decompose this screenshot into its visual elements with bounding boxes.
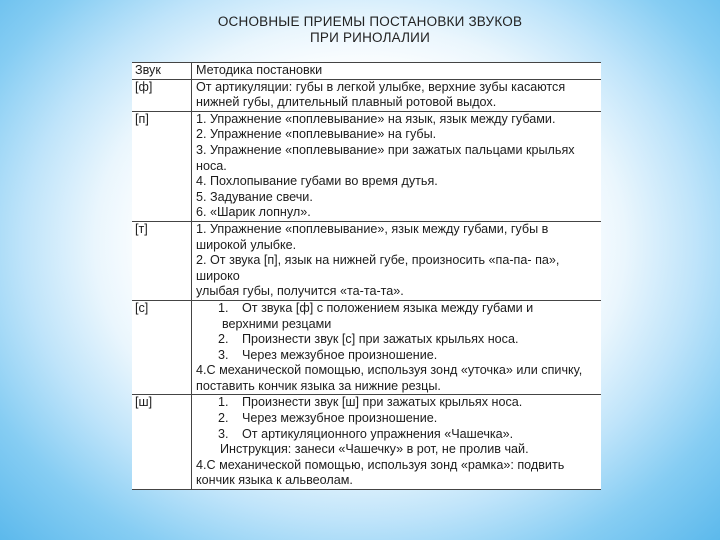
method-cell bbox=[192, 395, 602, 490]
table-row-t bbox=[132, 221, 601, 300]
table-row-f bbox=[132, 79, 601, 111]
numbered-item: 1. От звука [ф] с положением языка между губами и bbox=[218, 300, 534, 315]
method-line: нижней губы, длительный плавный ротовой выдох. bbox=[196, 95, 497, 110]
method-line: 2. От звука [п], язык на нижней губе, произносить «па-па- па», bbox=[196, 253, 560, 268]
method-line: 6. «Шарик лопнул». bbox=[196, 205, 311, 220]
method-line: 4.С механической помощью, используя зонд «уточка» или спичку, bbox=[196, 363, 583, 378]
sound-cell: [ш] bbox=[132, 395, 192, 490]
methods-table bbox=[132, 62, 601, 490]
method-line: 2. Упражнение «поплевывание» на губы. bbox=[196, 127, 437, 142]
method-line: улыбая губы, получится «та-та-та». bbox=[196, 284, 404, 299]
method-line: широко bbox=[196, 268, 240, 283]
table-row-s bbox=[132, 300, 601, 395]
table-row-sh bbox=[132, 395, 601, 490]
numbered-item: 3. От артикуляционного упражнения «Чашечка». bbox=[218, 426, 514, 441]
sound-cell: [с] bbox=[132, 300, 192, 395]
method-line: кончик языка к альвеолам. bbox=[196, 473, 353, 488]
title-line-2: ПРИ РИНОЛАЛИИ bbox=[310, 30, 430, 45]
method-line: поставить кончик языка за нижние резцы. bbox=[196, 378, 441, 393]
method-line: широкой улыбке. bbox=[196, 237, 297, 252]
method-line: 5. Задувание свечи. bbox=[196, 189, 313, 204]
numbered-item: 3. Через межзубное произношение. bbox=[218, 347, 438, 362]
sound-cell: [т] bbox=[132, 221, 192, 300]
header-sound: Звук bbox=[132, 63, 192, 80]
sound-cell: [ф] bbox=[132, 79, 192, 111]
method-line: 1. Упражнение «поплевывание» на язык, язык между губами. bbox=[196, 111, 556, 126]
method-line: 1. Упражнение «поплевывание», язык между губами, губы в bbox=[196, 221, 549, 236]
sound-cell: [п] bbox=[132, 111, 192, 221]
method-line: 3. Упражнение «поплевывание» при зажатых пальцами крыльях bbox=[196, 142, 575, 157]
method-line: 4.С механической помощью, используя зонд «рамка»: подвить bbox=[196, 457, 565, 472]
page-title bbox=[130, 14, 610, 46]
table-row-p bbox=[132, 111, 601, 221]
numbered-item: 2. Произнести звук [с] при зажатых крыльях носа. bbox=[218, 332, 519, 347]
table-header-row bbox=[132, 63, 601, 80]
method-line: носа. bbox=[196, 158, 227, 173]
numbered-item: 1. Произнести звук [ш] при зажатых крыльях носа. bbox=[218, 395, 523, 410]
method-cell bbox=[192, 300, 602, 395]
title-line-1: ОСНОВНЫЕ ПРИЕМЫ ПОСТАНОВКИ ЗВУКОВ bbox=[217, 14, 523, 29]
method-cell bbox=[192, 79, 602, 111]
numbered-item: 2. Через межзубное произношение. bbox=[218, 411, 438, 426]
numbered-item-continuation: верхними резцами bbox=[222, 316, 332, 331]
instruction-line: Инструкция: занеси «Чашечку» в рот, не пролив чай. bbox=[220, 442, 529, 457]
method-cell bbox=[192, 111, 602, 221]
method-line: От артикуляции: губы в легкой улыбке, верхние зубы касаются bbox=[196, 79, 566, 94]
method-cell bbox=[192, 221, 602, 300]
header-method: Методика постановки bbox=[192, 63, 602, 80]
method-line: 4. Похлопывание губами во время дутья. bbox=[196, 174, 438, 189]
